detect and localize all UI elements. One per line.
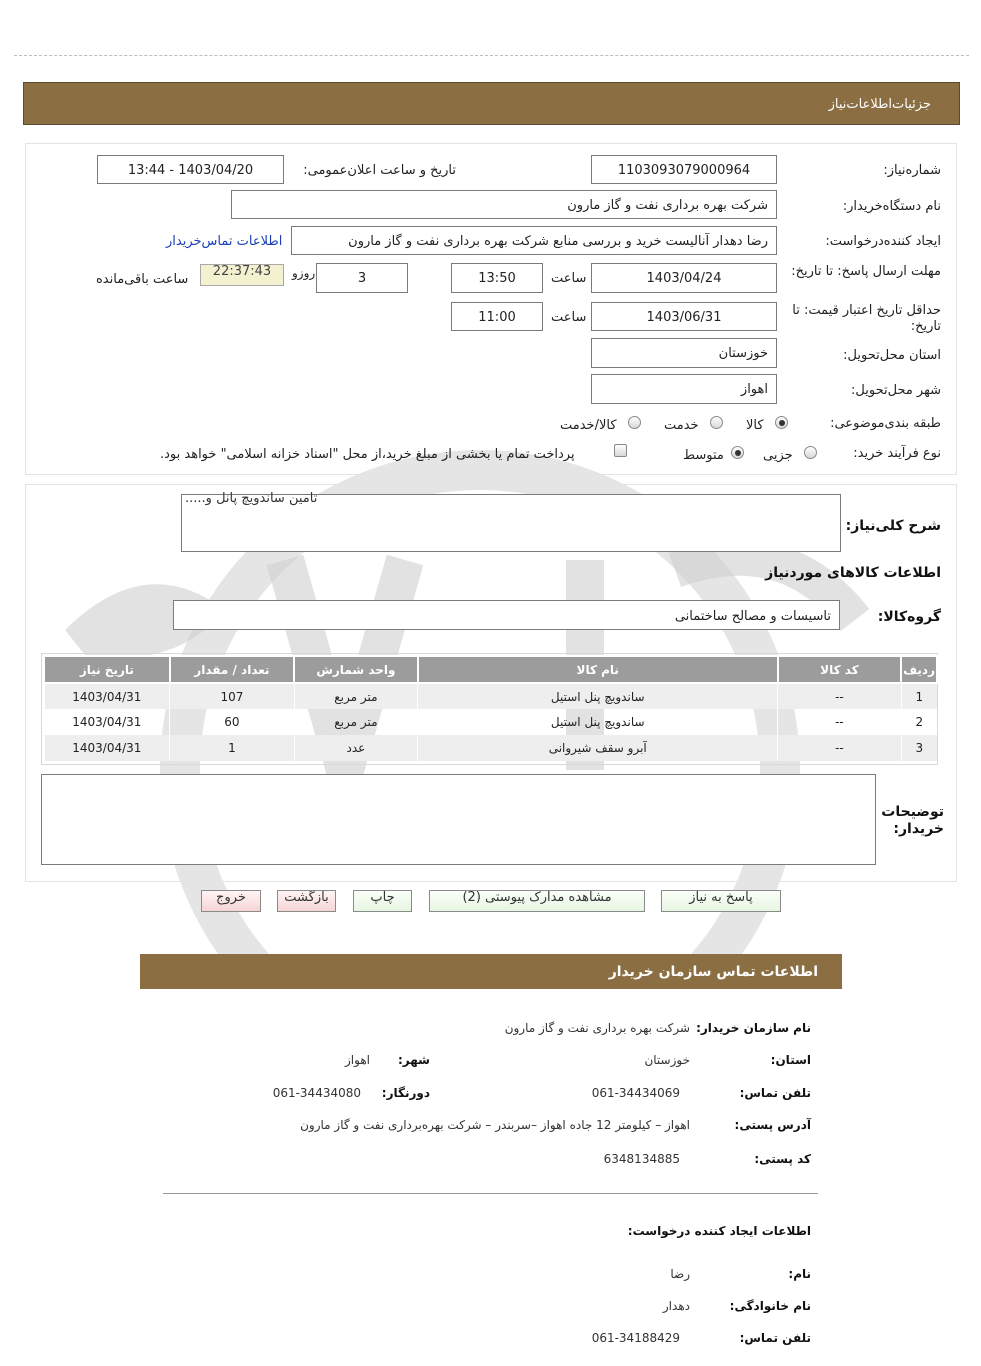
buyer-notes-label-text: توضیحات خریدار: [881,804,944,837]
table-row [44,683,937,709]
contact-section-header [140,954,842,989]
deadline-time-label: ساعت [551,271,587,286]
announce-label: تاریخ و ساعت اعلان‌عمومی: [303,163,456,178]
contact-org-label: نام سازمان خریدار: [696,1021,811,1035]
validity-date-field: 1403/06/31 [591,302,777,331]
row-number: 2 [901,709,937,735]
summary-label: شرح کلی‌نیاز: [845,518,941,534]
item-code: -- [778,735,901,761]
items-table [43,655,938,761]
deadline-label [781,264,941,280]
contact-section-title: اطلاعات تماس سازمان خریدار [608,964,818,980]
item-need-date: 1403/04/31 [44,709,170,735]
validity-time-label: ساعت [551,310,587,325]
header-row-number: ردیف [901,656,937,683]
buyer-contact-link[interactable]: اطلاعات تماس‌خریدار [166,234,283,249]
creator-name-value: رضا [670,1267,690,1281]
item-quantity: 107 [170,683,294,709]
contact-postal-value: 6348134885 [603,1152,680,1166]
header-item-code: کد کالا [778,656,901,683]
contact-fax-label: دورنگار: [381,1086,430,1100]
creator-info-title: اطلاعات ایجاد کننده درخواست: [627,1224,811,1238]
goods-group-field: تاسیسات و مصالح ساختمانی [173,600,840,630]
category-radio-goods[interactable] [775,416,788,429]
items-table-header [44,656,937,683]
item-need-date: 1403/04/31 [44,683,170,709]
item-unit: متر مربع [294,709,418,735]
print-button[interactable]: چاپ [353,890,412,912]
deadline-time-field: 13:50 [451,263,543,293]
treasury-payment-note: پرداخت تمام یا بخشی از مبلغ خرید،از محل "اسناد خزانه اسلامی" خواهد بود. [160,447,575,462]
category-option-goods: کالا [746,418,764,433]
contact-divider [163,1193,818,1194]
item-quantity: 60 [170,709,294,735]
buyer-org-field: شرکت بهره برداری نفت و گاز مارون [231,190,777,219]
item-need-date: 1403/04/31 [44,735,170,761]
contact-postal-label: کد پستی: [754,1152,811,1166]
contact-fax-value: 061-34434080 [272,1086,361,1100]
view-attachments-button[interactable]: مشاهده مدارک پیوستی (2) [429,890,645,912]
goods-group-label: گروه‌کالا: [877,609,941,625]
need-number-label: شمارەنیاز: [883,163,941,178]
exit-button[interactable]: خروج [201,890,261,912]
deadline-label-text: مهلت ارسال پاسخ: تا تاریخ: [791,264,941,279]
top-divider [14,55,969,56]
contact-address-value: اهواز – کیلومتر 12 جاده اهواز –سربندر – شرکت بهره‌برداری نفت و گاز مارون [300,1118,690,1132]
city-label: شهر محل‌تحویل: [851,383,941,398]
buyer-notes-label [878,804,944,838]
creator-family-label: نام خانوادگی: [729,1299,811,1313]
contact-phone-value: 061-34434069 [591,1086,680,1100]
contact-phone-label: تلفن تماس: [739,1086,811,1100]
province-field: خوزستان [591,338,777,368]
item-name: آبرو سقف شیروانی [418,735,778,761]
province-label: استان محل‌تحویل: [843,348,941,363]
remaining-time-display: 22:37:43 [200,264,284,286]
header-quantity: تعداد / مقدار [170,656,294,683]
contact-city-label: شهر: [398,1053,430,1067]
process-option-minor: جزیی [763,448,793,463]
creator-field: رضا دهدار آنالیست خرید و بررسی منابع شرکت بهره برداری نفت و گاز مارون [291,226,777,255]
creator-phone-value: 061-34188429 [591,1331,680,1345]
category-option-service: خدمت [664,418,699,433]
city-field: اهواز [591,374,777,404]
header-need-date: تاریخ نیاز [44,656,170,683]
contact-city-value: اهواز [345,1053,370,1067]
row-number: 3 [901,735,937,761]
header-item-name: نام کالا [418,656,778,683]
process-option-medium: متوسط [683,448,724,463]
deadline-date-field: 1403/04/24 [591,263,777,293]
contact-address-label: آدرس پستی: [734,1118,811,1132]
validity-time-field: 11:00 [451,302,543,331]
need-number-field: 1103093079000964 [591,155,777,184]
days-field: 3 [316,263,408,293]
row-number: 1 [901,683,937,709]
announce-datetime-field: 1403/04/20 - 13:44 [97,155,284,184]
summary-text: تامین ساندویچ پانل و..... [185,491,318,506]
buyer-org-label: نام دستگاەخریدار: [842,199,941,214]
process-radio-medium[interactable] [731,446,744,459]
remaining-label: ساعت باقی‌مانده [96,272,189,287]
validity-label-text: حداقل تاریخ اعتبار قیمت: تا تاریخ: [792,303,941,334]
item-name: ساندویچ پنل استیل [418,709,778,735]
item-code: -- [778,683,901,709]
category-radio-service[interactable] [710,416,723,429]
back-button[interactable]: بازگشت [277,890,336,912]
item-code: -- [778,709,901,735]
treasury-payment-checkbox[interactable] [614,444,627,457]
goods-section-title: اطلاعات کالاهای مورد‌نیاز [765,565,941,581]
header-unit: واحد شمارش [294,656,418,683]
validity-label [781,303,941,335]
days-label: روزو [292,266,316,280]
item-unit: عدد [294,735,418,761]
page-title: جزئیات‌اطلاعات‌نیاز [828,97,931,112]
buyer-notes-field [41,774,876,865]
item-quantity: 1 [170,735,294,761]
item-unit: متر مربع [294,683,418,709]
table-row [44,735,937,761]
contact-province-value: خوزستان [644,1053,690,1067]
process-radio-minor[interactable] [804,446,817,459]
creator-label: ایجاد کنندەدرخواست: [825,234,941,249]
table-row [44,709,937,735]
reply-button[interactable]: پاسخ به نیاز [661,890,781,912]
category-label: طبقه بندی‌موضوعی: [830,416,941,431]
creator-phone-label: تلفن تماس: [739,1331,811,1345]
item-name: ساندویچ پنل استیل [418,683,778,709]
contact-province-label: استان: [770,1053,811,1067]
contact-org-value: شرکت بهره برداری نفت و گاز مارون [504,1021,690,1035]
category-radio-goods-service[interactable] [628,416,641,429]
creator-family-value: دهدار [662,1299,690,1313]
category-option-goods-service: کالا/خدمت [560,418,617,433]
creator-name-label: نام: [788,1267,811,1281]
page-header-bar [23,82,960,125]
process-label: نوع فرآیند خرید: [853,446,941,461]
